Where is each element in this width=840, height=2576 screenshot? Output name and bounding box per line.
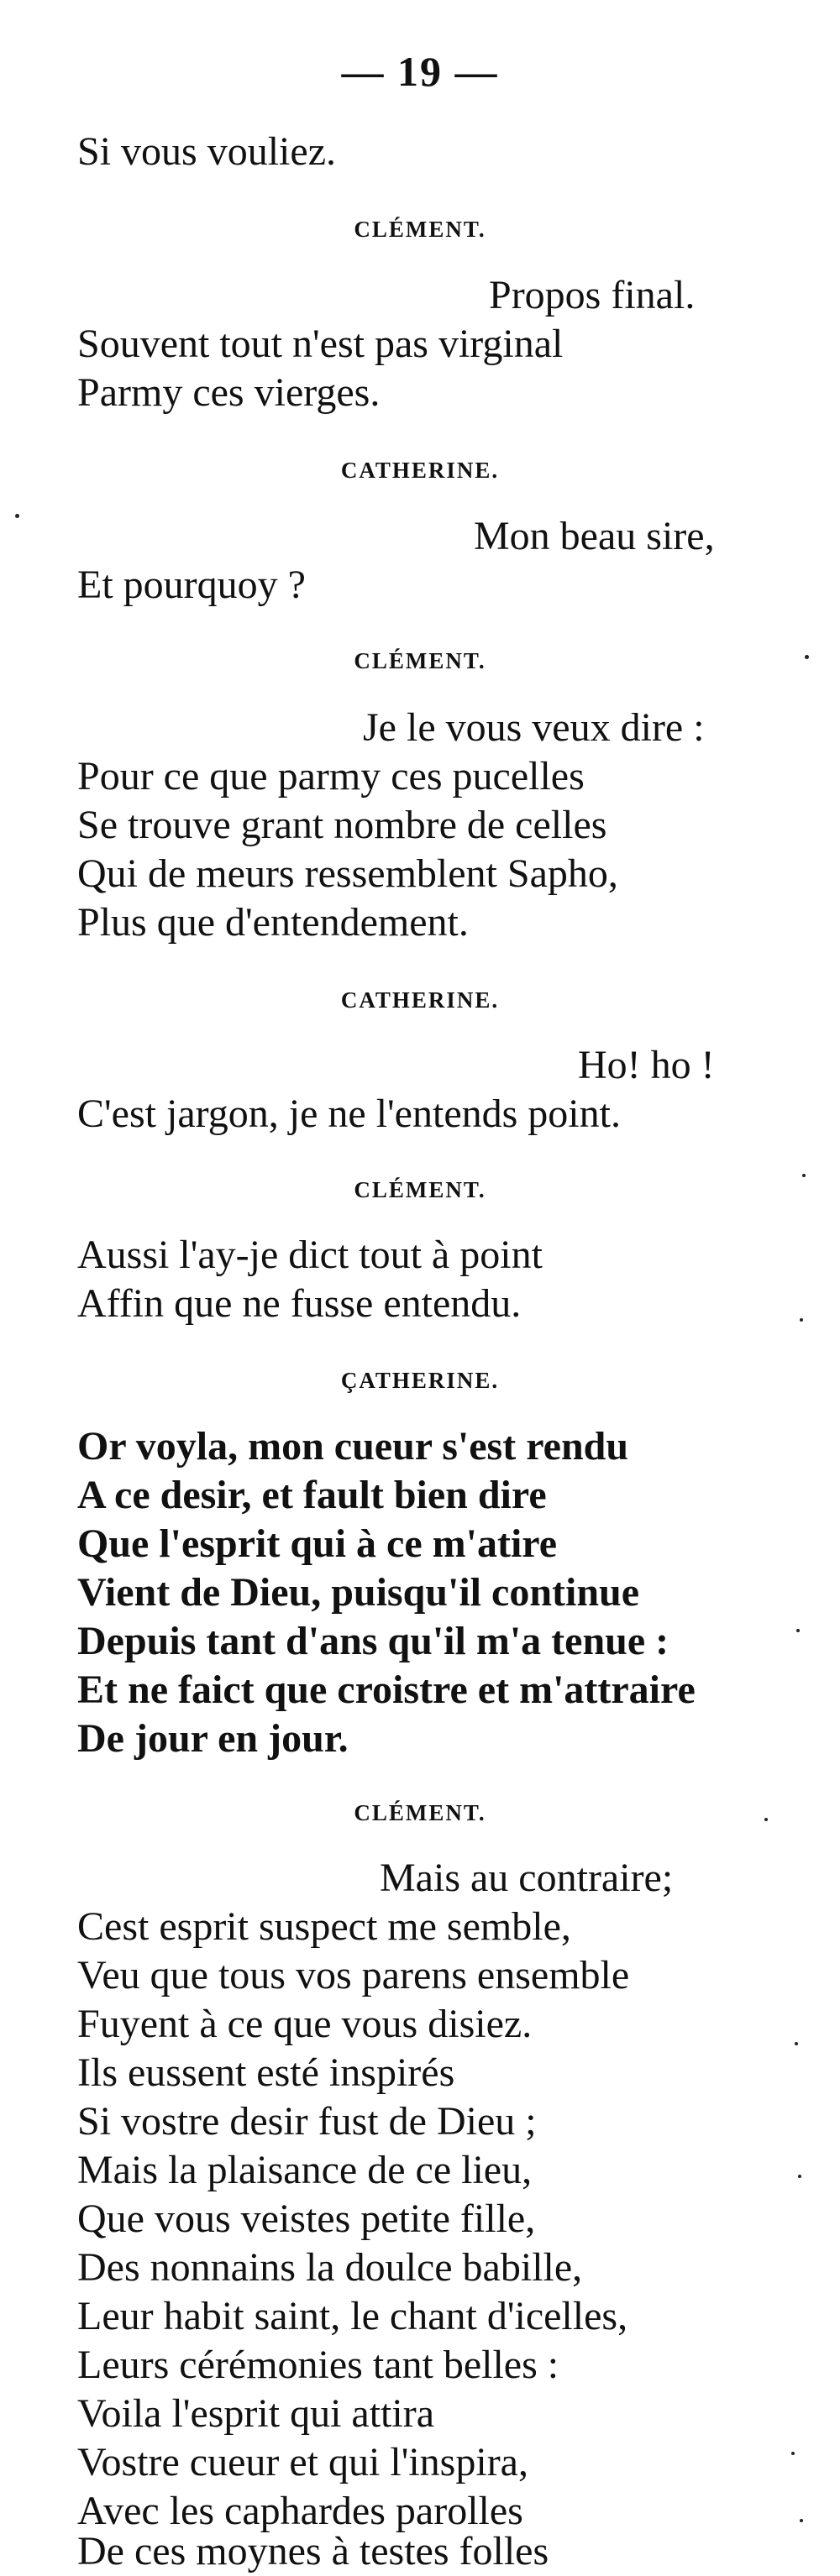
verse-line: Que l'esprit qui à ce m'atire <box>77 1521 558 1566</box>
verse-line: De jour en jour. <box>77 1716 349 1761</box>
verse-line: Veu que tous vos parens ensemble <box>77 1953 630 1997</box>
scan-speck <box>802 1174 806 1177</box>
scan-speck <box>15 514 19 518</box>
verse-line: Souvent tout n'est pas virginal <box>77 322 564 366</box>
verse-line: Je le vous veux dire : <box>363 705 705 750</box>
scan-speck <box>795 2042 798 2045</box>
scan-speck <box>764 1818 768 1821</box>
verse-line: Et ne faict que croistre et m'attraire <box>77 1668 696 1712</box>
verse-line: Si vostre desir fust de Dieu ; <box>77 2099 537 2144</box>
verse-line: Mais la plaisance de ce lieu, <box>77 2148 533 2192</box>
scan-speck <box>791 2452 795 2455</box>
verse-line: Pour ce que parmy ces pucelles <box>77 754 585 798</box>
speaker-name: CLÉMENT. <box>354 1800 486 1825</box>
verse-line: Que vous veistes petite fille, <box>77 2196 536 2241</box>
verse-line: Or voyla, mon cueur s'est rendu <box>77 1424 629 1469</box>
verse-line: Propos final. <box>489 273 696 317</box>
verse-line: A ce desir, et fault bien dire <box>77 1473 547 1517</box>
speaker-name: CATHERINE. <box>340 987 500 1013</box>
verse-line: Parmy ces vierges. <box>77 370 381 415</box>
speaker-name: CLÉMENT. <box>354 648 486 673</box>
scan-speck <box>798 2175 801 2178</box>
verse-line: Cest esprit suspect me semble, <box>77 1904 571 1949</box>
verse-line: Depuis tant d'ans qu'il m'a tenue : <box>77 1619 669 1663</box>
verse-line: Des nonnains la doulce babille, <box>77 2245 583 2290</box>
verse-line: Vostre cueur et qui l'inspira, <box>77 2440 528 2484</box>
scan-speck <box>800 1318 803 1322</box>
verse-line: Affin que ne fusse entendu. <box>77 1281 522 1326</box>
verse-line: Aussi l'ay-je dict tout à point <box>77 1233 543 1277</box>
verse-line: Voila l'esprit qui attira <box>77 2391 435 2436</box>
verse-line: Et pourquoy ? <box>77 563 306 607</box>
verse-line: Qui de meurs ressemblent Sapho, <box>77 851 618 896</box>
verse-line: Vient de Dieu, puisqu'il continue <box>77 1570 640 1615</box>
verse-line: Ils eussent esté inspirés <box>77 2050 455 2095</box>
verse-line: C'est jargon, je ne l'entends point. <box>77 1092 621 1136</box>
verse-line: Mais au contraire; <box>380 1856 674 1900</box>
scan-speck <box>796 1629 800 1632</box>
scan-speck <box>805 655 809 659</box>
speaker-name: CLÉMENT. <box>354 217 486 242</box>
page-number: — 19 — <box>341 48 499 95</box>
verse-line: Avec les caphardes parolles <box>77 2489 523 2533</box>
speaker-name: CLÉMENT. <box>354 1177 486 1202</box>
verse-line: De ces moynes à testes folles <box>77 2529 549 2573</box>
verse-line: Si vous vouliez. <box>77 129 336 174</box>
verse-line: Leurs cérémonies tant belles : <box>77 2343 559 2387</box>
verse-line: Plus que d'entendement. <box>77 900 469 945</box>
verse-line: Mon beau sire, <box>474 514 715 558</box>
verse-line: Leur habit saint, le chant d'icelles, <box>77 2294 628 2338</box>
scan-speck <box>800 2519 803 2522</box>
verse-line: Se trouve grant nombre de celles <box>77 803 607 847</box>
speaker-name: ÇATHERINE. <box>340 1368 500 1393</box>
verse-line: Fuyent à ce que vous disiez. <box>77 2002 533 2046</box>
speaker-name: CATHERINE. <box>340 458 500 483</box>
verse-line: Ho! ho ! <box>578 1043 715 1087</box>
